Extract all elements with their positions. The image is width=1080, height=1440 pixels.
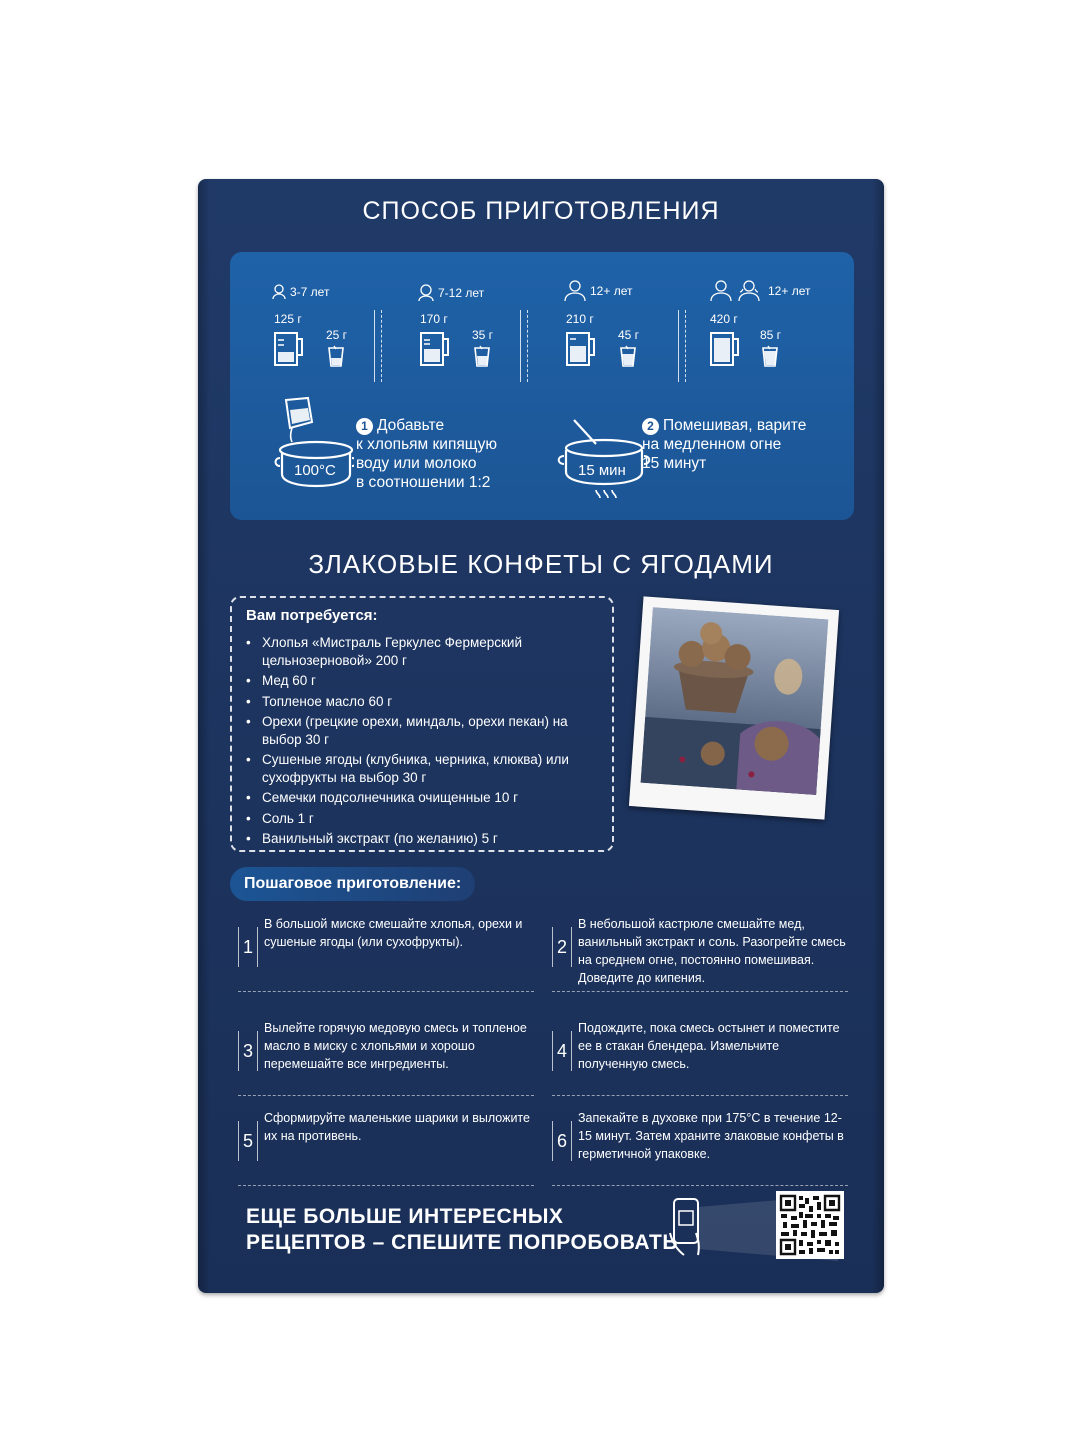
step-text: Сформируйте маленькие шарики и выложите их на противень. [264,1111,530,1143]
portion-water: 25 г [326,328,348,342]
portion-2 [418,284,558,394]
step-item-1 [238,915,534,992]
ingredients-list [246,634,596,851]
portion-flakes: 210 г [566,312,594,326]
step-number: 1 [356,418,373,435]
measuring-jug-icon [708,330,742,368]
step-number: 6 [552,1121,572,1161]
step-item-3 [238,1019,534,1096]
child-icon [272,284,286,300]
list-item: • Сушеные ягоды (клубника, черника, клюква) или сухофрукты на выбор 30 г [246,751,596,786]
cup-icon [760,344,782,368]
portion-1 [272,284,412,394]
package-back [198,179,884,1293]
list-item: • Ванильный экстракт (по желанию) 5 г [246,830,596,848]
list-item: • Соль 1 г [246,810,596,828]
step-text: Вылейте горячую медовую смесь и топленое масло в миску с хлопьями и хорошо перемешайте все ингредиенты. [264,1021,527,1071]
list-item: • Мед 60 г [246,672,596,690]
portion-flakes: 420 г [710,312,738,326]
portion-water: 85 г [760,328,782,342]
measuring-jug-icon [418,330,452,368]
portion-4 [708,284,848,394]
measuring-jug-icon [564,330,598,368]
ingredients-box [230,596,614,852]
time-label: 15 мин [578,462,626,479]
step-number: 2 [642,418,659,435]
step-number: 1 [238,927,258,967]
prep-panel [230,252,854,520]
step-number: 3 [238,1031,258,1071]
step-number: 2 [552,927,572,967]
adults-couple-icon [708,280,764,302]
portion-separator [678,310,686,382]
list-item: • Хлопья «Мистраль Геркулес Фермерский цельнозерновой» 200 г [246,634,596,669]
adult-icon [564,280,586,302]
portion-flakes: 170 г [420,312,448,326]
step-text: В небольшой кастрюле смешайте мед, ванильный экстракт и соль. Разогрейте смесь на среднем огне, постоянно помешивая. Доведите до кипения. [578,917,846,985]
list-item: • Семечки подсолнечника очищенные 10 г [246,789,596,807]
step-item-6 [552,1109,848,1186]
portion-flakes: 125 г [274,312,302,326]
cup-icon [618,344,640,368]
step-item-5 [238,1109,534,1186]
footer-promo: ЕЩЕ БОЛЬШЕ ИНТЕРЕСНЫХ РЕЦЕПТОВ – СПЕШИТЕ ПОПРОБОВАТЬ [246,1205,678,1254]
cook-step-2: 2 Помешивая, варите на медленном огне 15 минут [642,417,807,472]
portion-age: 7-12 лет [438,286,485,300]
portion-age: 12+ лет [768,284,811,298]
portion-age: 12+ лет [590,284,633,298]
step-text: Запекайте в духовке при 175°C в течение 12-15 минут. Затем храните злаковые конфеты в герметичной упаковке. [578,1111,844,1161]
step-number: 5 [238,1121,258,1161]
candies-image [641,607,829,795]
recipe-photo [629,596,839,819]
step-text: В большой миске смешайте хлопья, орехи и сушеные ягоды (или сухофрукты). [264,917,523,949]
step-text: Подождите, пока смесь остынет и поместите ее в стакан блендера. Измельчите полученную смесь. [578,1021,840,1071]
portion-water: 45 г [618,328,640,342]
pot-stir-icon [554,418,654,502]
step-item-4 [552,1019,848,1096]
qr-code[interactable] [776,1191,844,1259]
list-item: • Орехи (грецкие орехи, миндаль, орехи пекан) на выбор 30 г [246,713,596,748]
temperature-label: 100°C [294,462,336,479]
cup-icon [326,344,348,368]
qr-code-icon [779,1194,841,1256]
cook-step-1: 1 Добавьте к хлопьям кипящую воду или молоко в соотношении 1:2 [356,417,498,491]
portion-age: 3-7 лет [290,285,330,299]
list-item: • Топленое масло 60 г [246,693,596,711]
portion-water: 35 г [472,328,494,342]
cup-icon [472,344,494,368]
step-item-2 [552,915,848,992]
portion-separator [520,310,528,382]
ingredients-title: Вам потребуется: [246,607,378,624]
recipe-title: ЗЛАКОВЫЕ КОНФЕТЫ С ЯГОДАМИ [308,549,774,579]
measuring-jug-icon [272,330,306,368]
steps-title: Пошаговое приготовление: [230,867,475,901]
step-number: 4 [552,1031,572,1071]
prep-title: СПОСОБ ПРИГОТОВЛЕНИЯ [362,197,720,225]
portion-separator [374,310,382,382]
child-icon [418,284,434,302]
